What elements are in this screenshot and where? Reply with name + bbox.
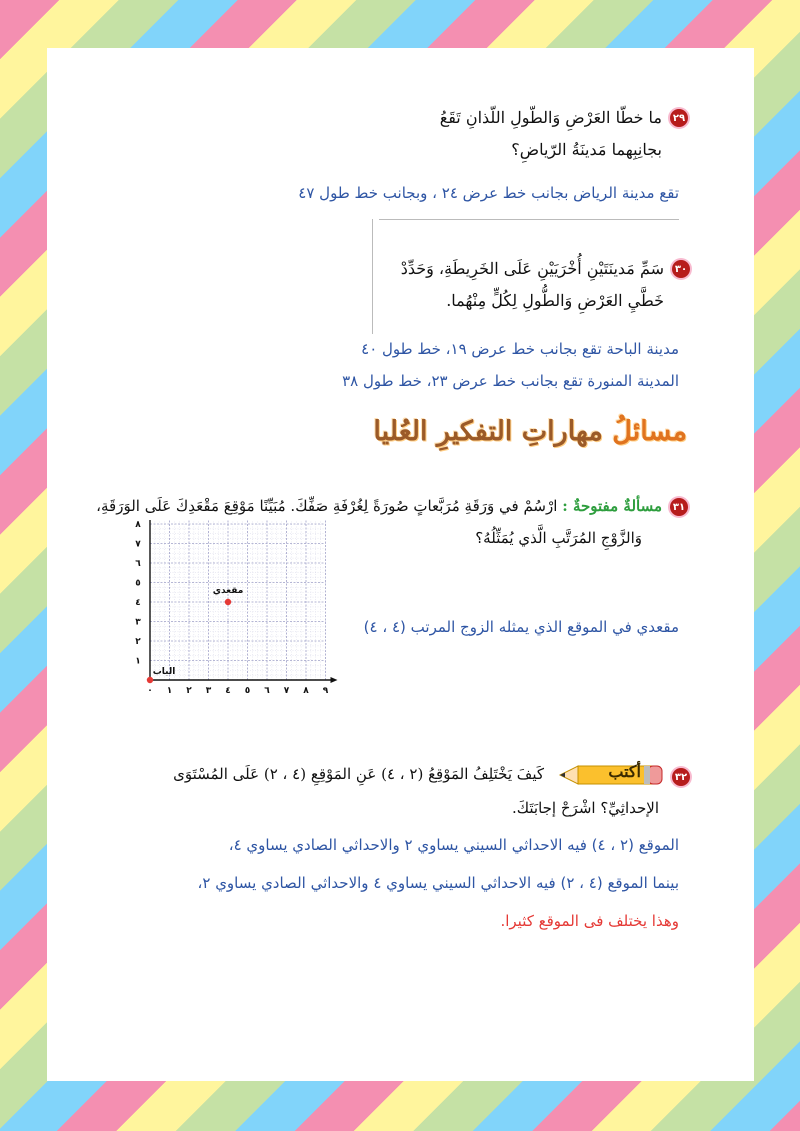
y-tick-label: ٧ <box>135 539 141 550</box>
question-32-answer-3: وهذا يختلف فى الموقع كثيرا. <box>500 912 679 930</box>
x-tick-label: ٨ <box>303 686 309 696</box>
y-tick-label: ٣ <box>135 617 141 628</box>
data-points <box>147 586 243 683</box>
question-29-answer: تقع مدينة الرياض بجانب خط عرض ٢٤ ، وبجانب خط طول ٤٧ <box>298 184 679 202</box>
x-tick-label: ٤ <box>225 686 231 696</box>
question-29-text <box>332 102 662 166</box>
question-29-line-2: بجانِبِهما مَدينَةُ الرّياضِ؟ <box>511 140 662 159</box>
section-title-part-1: مسائلُ <box>612 416 687 447</box>
coordinate-grid-chart <box>122 520 342 720</box>
data-point-label: الباب <box>152 667 176 677</box>
question-29-line-1: ما خطّا العَرْضِ وَالطّولِ اللّذانِ تَقَعُ <box>439 108 662 127</box>
y-tick-label: ٨ <box>135 520 141 530</box>
question-32-answer-1: الموقع (٢ ، ٤) فيه الاحداثي السيني يساوي ٢ والاحداثي الصادي يساوي ٤، <box>228 836 679 854</box>
y-tick-label: ٥ <box>135 578 141 589</box>
section-title <box>373 416 687 447</box>
question-32-number: ٣٢ <box>672 768 690 786</box>
question-30-answer-1: مدينة الباحة تقع بجانب خط عرض ١٩، خط طول ٤٠ <box>361 340 679 358</box>
question-31-line-1-text: ارْسُمْ في وَرَقَةِ مُرَبَّعاتٍ صُورَةً لِغُرْفَةِ صَفِّكَ. مُبَيِّنًا مَوْقِعَ مَقْعَدِكَ عَلَى الوَرَقَةِ، <box>96 497 558 515</box>
question-32-text <box>114 758 544 790</box>
section-title-part-2: مهاراتِ التفكيرِ العُليا <box>373 416 603 447</box>
y-tick-label: ٤ <box>135 598 141 608</box>
x-tick-label: ٧ <box>283 686 290 696</box>
question-30-number: ٣٠ <box>672 260 690 278</box>
question-30-box-top <box>379 219 679 220</box>
x-tick-label: ٩ <box>322 686 329 696</box>
y-tick-label: ٦ <box>135 559 141 569</box>
question-30-answer-2: المدينة المنورة تقع بجانب خط عرض ٢٣، خط طول ٣٨ <box>342 372 679 390</box>
question-31-answer: مقعدي في الموقع الذي يمثله الزوج المرتب (٤ ، ٤) <box>363 618 679 636</box>
x-tick-label: ١ <box>166 686 173 696</box>
data-point <box>147 677 153 683</box>
grid-lines <box>150 520 326 680</box>
question-30-text <box>364 253 664 317</box>
y-tick-label: ٢ <box>135 637 141 647</box>
x-tick-label: ٠ <box>147 686 153 696</box>
question-32-line-2: الإحداثِيِّ؟ اشْرَحْ إجابَتَكَ. <box>511 799 659 817</box>
x-tick-label: ٣ <box>205 686 212 696</box>
question-32-answer-2: بينما الموقع (٤ ، ٢) فيه الاحداثي السيني يساوي ٤ والاحداثي الصادي يساوي ٢، <box>197 874 679 892</box>
open-problem-label: مسألةٌ مفتوحةٌ : <box>562 497 662 515</box>
x-tick-label: ٥ <box>244 686 251 696</box>
question-30-line-1: سَمِّ مَدينَتَيْنِ أُخْرَيَيْنِ عَلَى الخَرِيطَةِ، وَحَدِّدْ <box>400 259 664 278</box>
data-point <box>225 599 231 605</box>
y-tick-label: ١ <box>135 656 141 667</box>
question-31-number: ٣١ <box>670 498 688 516</box>
question-32-line-1: كَيفَ يَخْتَلِفُ المَوْقِعُ (٢ ، ٤) عَنِ المَوْقِعِ (٤ ، ٢) عَلَى المُسْتَوَى <box>173 765 544 783</box>
write-badge-label: أكتب <box>608 762 641 781</box>
x-tick-label: ٦ <box>264 686 270 696</box>
question-31-line-1 <box>96 490 662 522</box>
x-axis-arrow <box>331 677 338 683</box>
data-point-label: مقعدي <box>212 586 244 596</box>
question-29-number: ٢٩ <box>670 109 688 127</box>
axes <box>147 520 338 683</box>
question-31-line-2: وَالزَّوْجِ المُرَتَّبِ الَّذي يُمَثِّلُهُ؟ <box>475 529 642 547</box>
worksheet-page <box>47 48 754 1081</box>
x-tick-label: ٢ <box>186 686 192 696</box>
question-30-line-2: خَطَّيِ العَرْضِ وَالطُّولِ لِكُلٍّ مِنْهُما. <box>446 291 664 310</box>
